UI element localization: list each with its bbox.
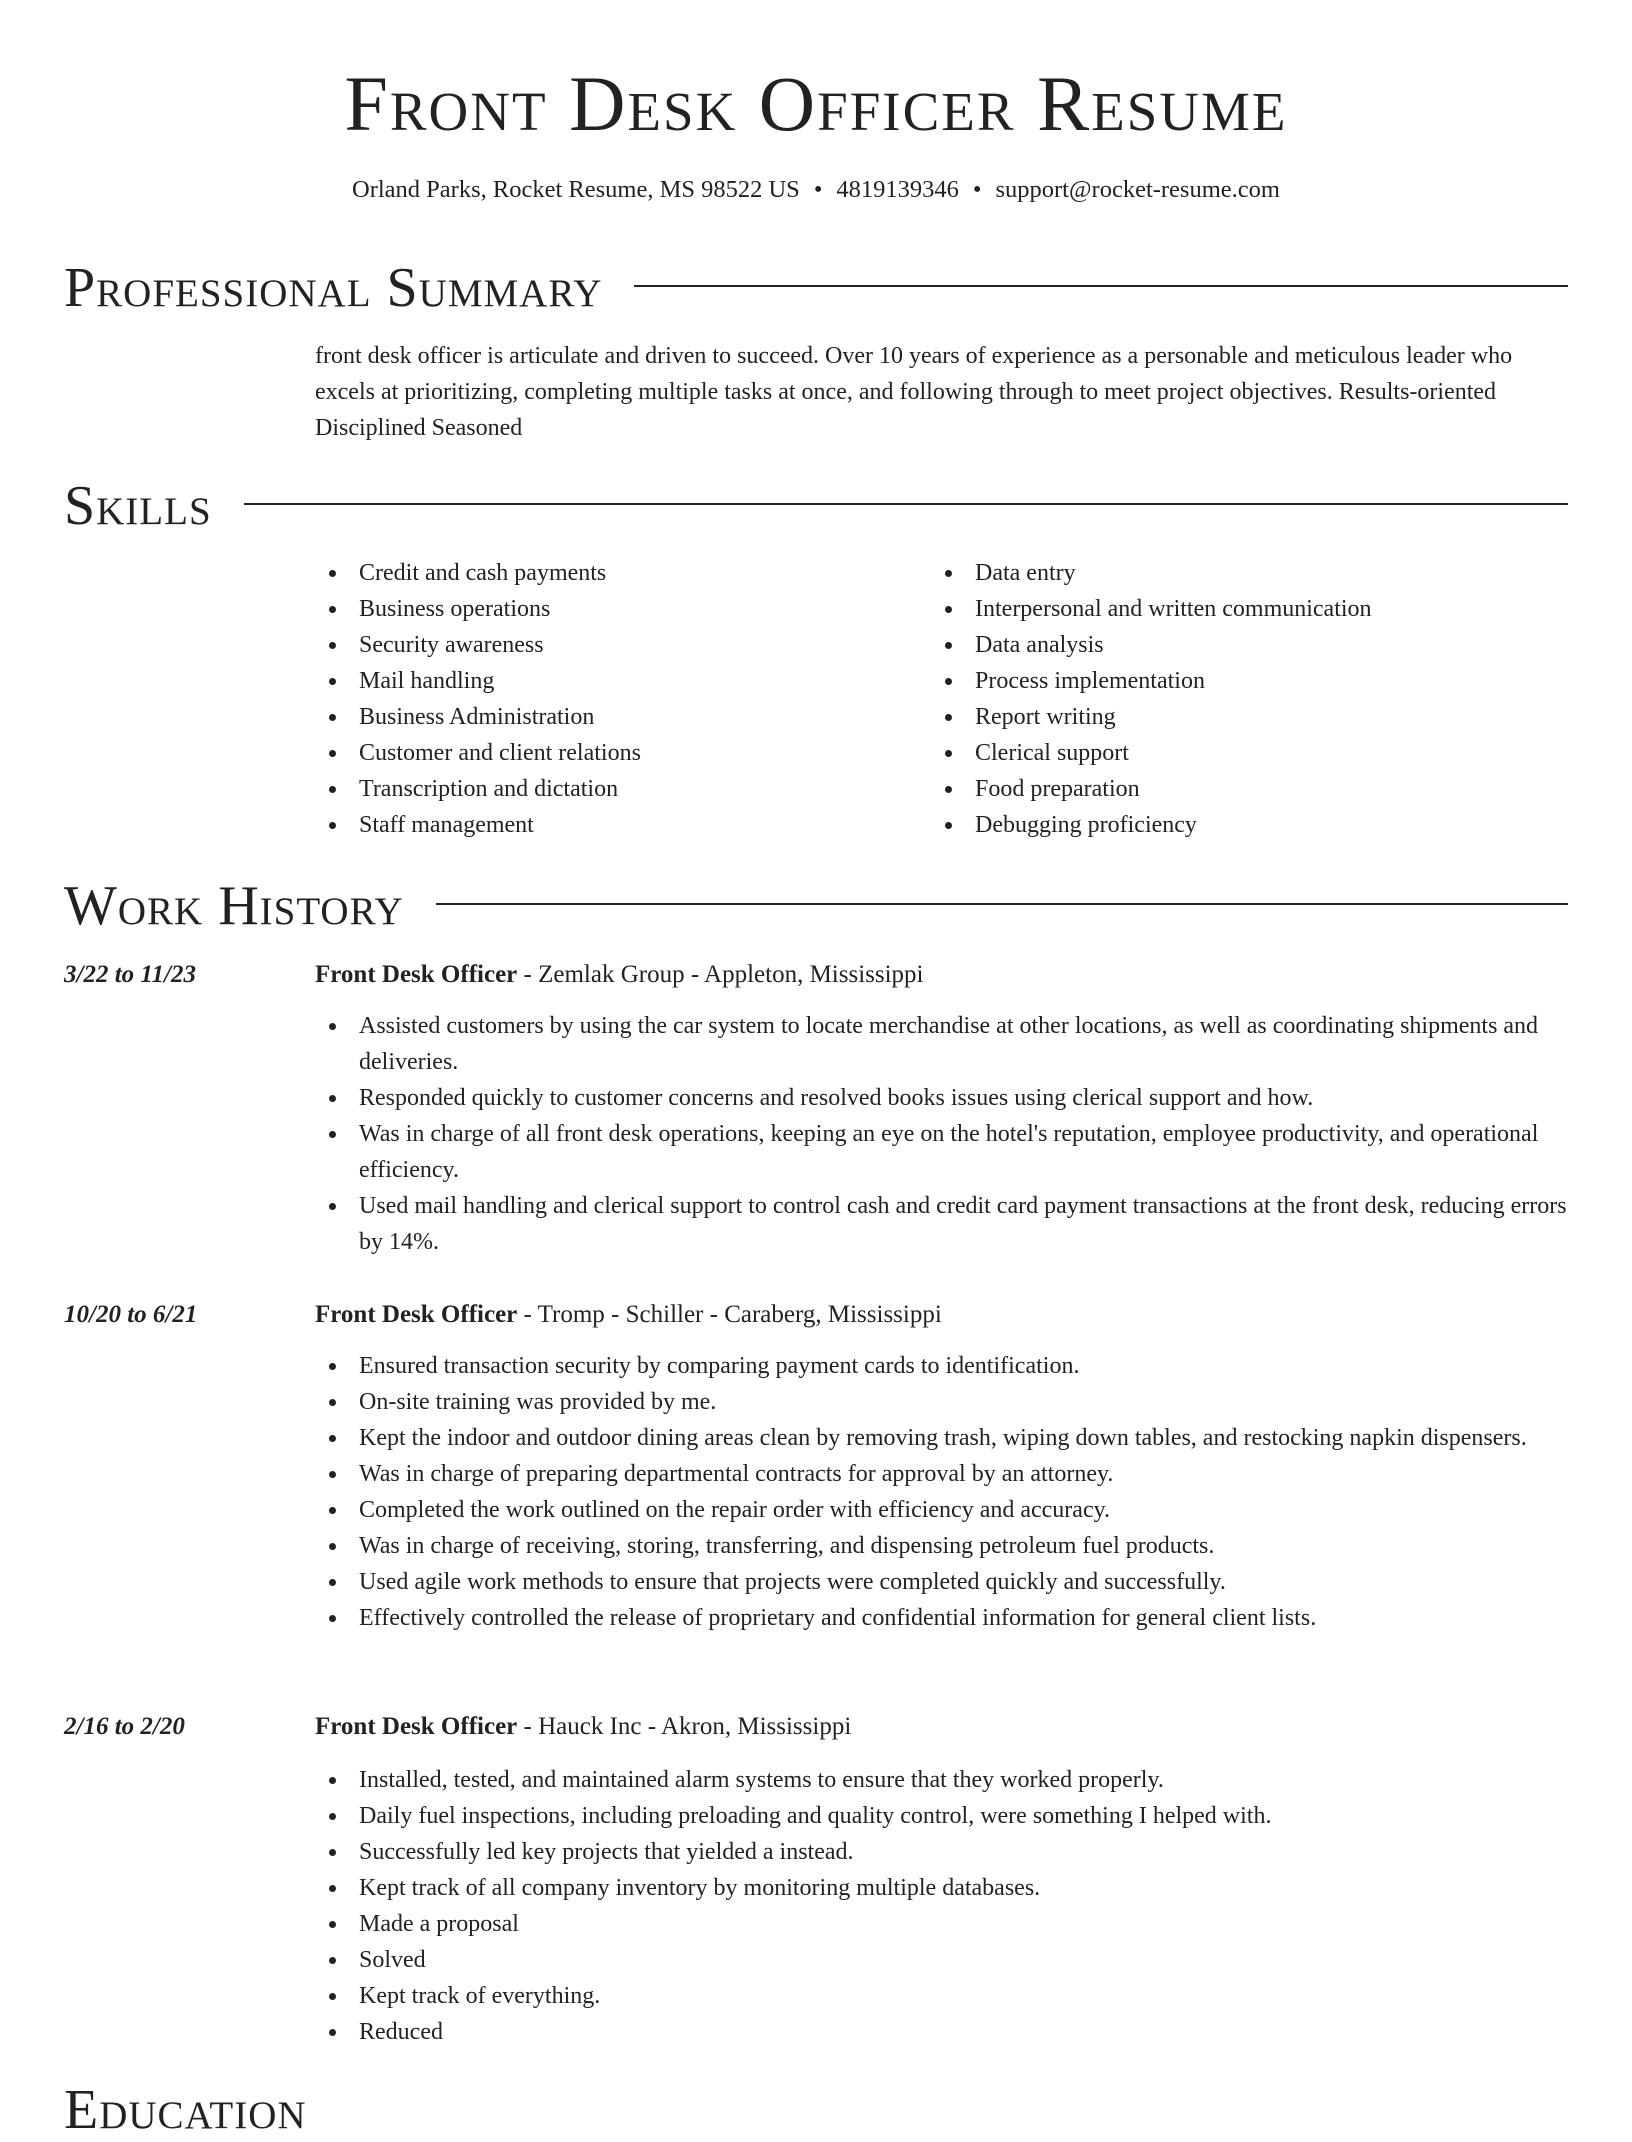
skill-item-text: Transcription and dictation: [359, 776, 619, 802]
skill-item-text: Data entry: [975, 560, 1076, 586]
duty-item: [315, 2014, 1575, 2050]
bullet-icon: [329, 750, 336, 757]
duty-item-text: Assisted customers by using the car system to locate merchandise at other locations, as well as coordinating shipments and deliveries.: [359, 1013, 1539, 1075]
bullet-icon: [329, 1363, 336, 1370]
skill-item-text: Process implementation: [975, 668, 1205, 694]
section-divider: [436, 903, 1568, 905]
bullet-icon: [329, 642, 336, 649]
bullet-icon: [329, 1921, 336, 1928]
skills-heading: Skills: [64, 475, 212, 537]
skills-header: [64, 474, 1568, 538]
job-details: - Zemlak Group - Appleton, Mississippi: [517, 961, 924, 988]
bullet-icon: [329, 1885, 336, 1892]
contact-line: [0, 174, 1632, 206]
duty-item: [315, 1942, 1575, 1978]
duty-item-text: Effectively controlled the release of proprietary and confidential information for general client lists.: [359, 1605, 1317, 1631]
duty-item-text: Was in charge of receiving, storing, transferring, and dispensing petroleum fuel products.: [359, 1533, 1215, 1559]
skill-item: [315, 591, 931, 627]
duty-item-text: Was in charge of all front desk operations, keeping an eye on the hotel's reputation, employee productivity, and operational efficiency.: [359, 1121, 1539, 1183]
bullet-icon: [329, 1543, 336, 1550]
job-role: Front Desk Officer: [315, 961, 518, 988]
duty-item-text: Completed the work outlined on the repair order with efficiency and accuracy.: [359, 1497, 1111, 1523]
skill-item: [931, 555, 1547, 591]
duty-item-text: Successfully led key projects that yielded a instead.: [359, 1839, 854, 1865]
skill-item-text: Mail handling: [359, 668, 495, 694]
skill-item: [315, 771, 931, 807]
duty-item: [315, 1348, 1575, 1384]
bullet-icon: [945, 822, 952, 829]
job-duties: [315, 1008, 1575, 1260]
duty-item: [315, 1564, 1575, 1600]
duty-item: [315, 1906, 1575, 1942]
skill-item-text: Business Administration: [359, 704, 595, 730]
skill-item: [931, 591, 1547, 627]
duty-item: [315, 1870, 1575, 1906]
duty-item-text: Ensured transaction security by comparing payment cards to identification.: [359, 1353, 1080, 1379]
resume-title: Front Desk Officer Resume: [344, 60, 1288, 147]
duty-item: [315, 1600, 1575, 1636]
skill-item-text: Staff management: [359, 812, 534, 838]
job-duties: [315, 1762, 1575, 2050]
duty-item: [315, 1420, 1575, 1456]
bullet-icon: [329, 786, 336, 793]
bullet-icon: [329, 1471, 336, 1478]
skill-item-text: Business operations: [359, 596, 551, 622]
contact-email[interactable]: support@rocket-resume.com: [995, 176, 1280, 203]
contact-separator: •: [972, 176, 982, 203]
duty-item-text: Reduced: [359, 2019, 443, 2045]
skill-item-text: Security awareness: [359, 632, 544, 658]
skill-item-text: Clerical support: [975, 740, 1129, 766]
job-dates: 10/20 to 6/21: [64, 1301, 198, 1328]
work-history-heading: Work History: [64, 875, 404, 937]
skill-item-text: Credit and cash payments: [359, 560, 607, 586]
bullet-icon: [329, 1957, 336, 1964]
job-details: - Hauck Inc - Akron, Mississippi: [517, 1713, 852, 1740]
duty-item-text: Responded quickly to customer concerns and resolved books issues using clerical support and how.: [359, 1085, 1314, 1111]
job-title-line: [315, 1709, 851, 1745]
skill-item-text: Interpersonal and written communication: [975, 596, 1372, 622]
job-dates: 2/16 to 2/20: [64, 1713, 185, 1740]
section-divider: [244, 503, 1568, 505]
education-section: [64, 2078, 1568, 2142]
job-details: - Tromp - Schiller - Caraberg, Mississippi: [517, 1301, 942, 1328]
duty-item-text: Kept the indoor and outdoor dining areas clean by removing trash, wiping down tables, and restocking napkin dispensers.: [359, 1425, 1527, 1451]
duty-item: [315, 1834, 1575, 1870]
duty-item-text: Used agile work methods to ensure that projects were completed quickly and successfully.: [359, 1569, 1226, 1595]
duty-item: [315, 1978, 1575, 2014]
duty-item: [315, 1528, 1575, 1564]
bullet-icon: [945, 606, 952, 613]
bullet-icon: [329, 822, 336, 829]
skill-item-text: Debugging proficiency: [975, 812, 1197, 838]
skill-item: [315, 663, 931, 699]
job-duties: [315, 1348, 1575, 1636]
job-role: Front Desk Officer: [315, 1713, 518, 1740]
duty-item: [315, 1492, 1575, 1528]
bullet-icon: [329, 1993, 336, 2000]
bullet-icon: [329, 1023, 336, 1030]
bullet-icon: [329, 1579, 336, 1586]
skill-item: [931, 735, 1547, 771]
job-title-line: [315, 957, 924, 993]
bullet-icon: [329, 1777, 336, 1784]
skill-item: [315, 555, 931, 591]
work-history-header: [64, 874, 1568, 938]
bullet-icon: [945, 642, 952, 649]
skills-list: [315, 555, 1575, 843]
duty-item-text: Daily fuel inspections, including preloading and quality control, were something I helped with.: [359, 1803, 1272, 1829]
bullet-icon: [329, 1095, 336, 1102]
summary-header: [64, 256, 1568, 320]
bullet-icon: [329, 1399, 336, 1406]
job-dates: 3/22 to 11/23: [64, 961, 196, 988]
duty-item-text: Was in charge of preparing departmental contracts for approval by an attorney.: [359, 1461, 1114, 1487]
skill-item: [931, 771, 1547, 807]
bullet-icon: [329, 714, 336, 721]
bullet-icon: [329, 2029, 336, 2036]
duty-item: [315, 1762, 1575, 1798]
contact-separator: •: [813, 176, 823, 203]
skills-column-right: [931, 555, 1547, 843]
work-history-section: [64, 874, 1568, 938]
duty-item: [315, 1188, 1575, 1260]
bullet-icon: [945, 570, 952, 577]
job-title-line: [315, 1297, 942, 1333]
bullet-icon: [945, 678, 952, 685]
skill-item: [931, 663, 1547, 699]
bullet-icon: [329, 1131, 336, 1138]
bullet-icon: [329, 1615, 336, 1622]
skill-item-text: Data analysis: [975, 632, 1104, 658]
duty-item: [315, 1080, 1575, 1116]
bullet-icon: [329, 1813, 336, 1820]
education-heading: Education: [64, 2079, 307, 2141]
bullet-icon: [945, 750, 952, 757]
summary-section: [64, 256, 1568, 320]
section-divider: [634, 285, 1568, 287]
duty-item-text: Kept track of everything.: [359, 1983, 601, 2009]
duty-item: [315, 1008, 1575, 1080]
bullet-icon: [329, 1849, 336, 1856]
duty-item: [315, 1116, 1575, 1188]
skills-column-left: [315, 555, 931, 843]
duty-item-text: Installed, tested, and maintained alarm systems to ensure that they worked properly.: [359, 1767, 1164, 1793]
bullet-icon: [329, 606, 336, 613]
skill-item-text: Food preparation: [975, 776, 1140, 802]
bullet-icon: [945, 786, 952, 793]
bullet-icon: [329, 570, 336, 577]
skill-item: [931, 627, 1547, 663]
duty-item-text: On-site training was provided by me.: [359, 1389, 717, 1415]
bullet-icon: [329, 1435, 336, 1442]
summary-heading: Professional Summary: [64, 257, 603, 319]
summary-text: front desk officer is articulate and driven to succeed. Over 10 years of experience as a personable and meticulous leader who excels at prioritizing, completing multiple tasks at once, and following through to meet project objectives. Results-oriented Disciplined Seasoned: [315, 343, 1513, 441]
job-role: Front Desk Officer: [315, 1301, 518, 1328]
duty-item-text: Made a proposal: [359, 1911, 519, 1937]
bullet-icon: [329, 678, 336, 685]
skill-item: [315, 807, 931, 843]
duty-item: [315, 1384, 1575, 1420]
skill-item: [931, 807, 1547, 843]
contact-address: Orland Parks, Rocket Resume, MS 98522 US: [352, 176, 800, 203]
duty-item-text: Solved: [359, 1947, 426, 1973]
duty-item: [315, 1798, 1575, 1834]
skill-item: [315, 699, 931, 735]
duty-item-text: Used mail handling and clerical support to control cash and credit card payment transactions at the front desk, reducing errors by 14%.: [359, 1193, 1567, 1255]
duty-item: [315, 1456, 1575, 1492]
duty-item-text: Kept track of all company inventory by monitoring multiple databases.: [359, 1875, 1041, 1901]
skills-section: [64, 474, 1568, 538]
skill-item: [315, 627, 931, 663]
bullet-icon: [945, 714, 952, 721]
skill-item-text: Report writing: [975, 704, 1116, 730]
education-header: [64, 2078, 1568, 2142]
contact-phone: 4819139346: [836, 176, 959, 203]
bullet-icon: [329, 1507, 336, 1514]
skill-item: [931, 699, 1547, 735]
bullet-icon: [329, 1203, 336, 1210]
skill-item-text: Customer and client relations: [359, 740, 641, 766]
skill-item: [315, 735, 931, 771]
